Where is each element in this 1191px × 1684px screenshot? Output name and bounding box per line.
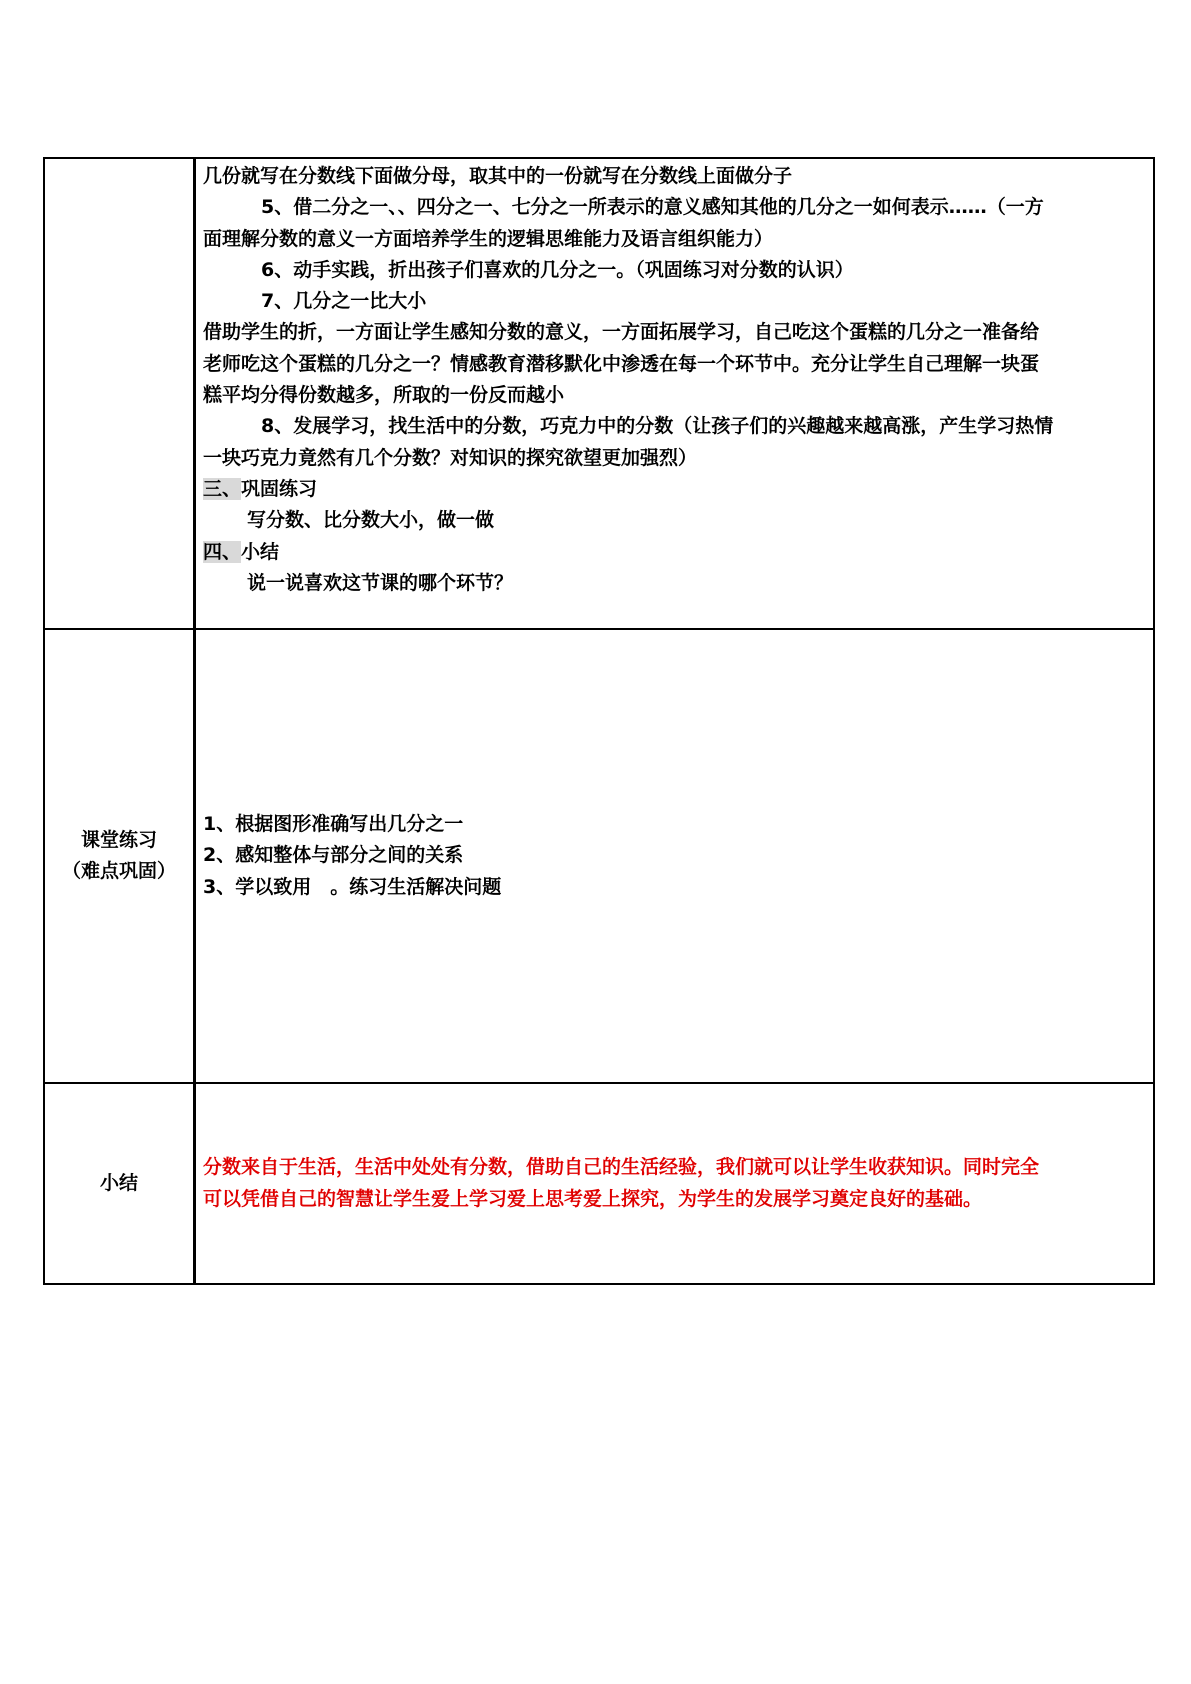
section-4-number: 四、: [203, 540, 242, 563]
section-3-number: 三、: [203, 477, 242, 500]
practice-label: 课堂练习: [80, 829, 157, 851]
process-label-cell: [45, 159, 193, 628]
column-divider: [193, 630, 196, 1082]
section-4-body: 说一说喜欢这节课的哪个环节？: [247, 571, 514, 594]
practice-content-cell: [203, 630, 1143, 1082]
section-3-heading: [203, 474, 1143, 505]
process-content-cell: [203, 161, 1143, 628]
process-line: 7、几分之一比大小: [261, 290, 427, 313]
practice-sublabel: （难点巩固）: [61, 860, 176, 882]
practice-label-cell: [45, 630, 193, 1082]
process-line: 一块巧克力竟然有几个分数？对知识的探究欲望更加强烈）: [203, 446, 698, 469]
summary-label: 小结: [99, 1172, 138, 1194]
section-4-heading: [203, 537, 1143, 568]
practice-row: [45, 630, 1153, 1084]
summary-content-cell: [203, 1084, 1143, 1283]
process-line: 几份就写在分数线下面做分母，取其中的一份就写在分数线上面做分子: [203, 165, 793, 187]
section-3-title: 巩固练习: [241, 477, 318, 500]
column-divider: [193, 159, 196, 628]
summary-label-cell: [45, 1084, 193, 1283]
lesson-plan-table: [43, 157, 1155, 1285]
process-line: 糕平均分得份数越多，所取的一份反而越小: [203, 384, 565, 407]
process-line: 老师吃这个蛋糕的几分之一？情感教育潜移默化中渗透在每一个环节中。充分让学生自己理解一块蛋: [203, 352, 1040, 375]
section-4-title: 小结: [241, 540, 280, 563]
process-line: 6、动手实践，折出孩子们喜欢的几分之一。（巩固练习对分数的认识）: [261, 258, 854, 281]
process-line: 面理解分数的意义一方面培养学生的逻辑思维能力及语言组织能力）: [203, 227, 774, 250]
process-row: [45, 159, 1153, 630]
process-line: 5、借二分之一、、四分之一、七分之一所表示的意义感知其他的几分之一如何表示……（一方: [261, 196, 1044, 219]
column-divider: [193, 1084, 196, 1283]
practice-item: 2、感知整体与部分之间的关系: [203, 844, 464, 867]
summary-line: 分数来自于生活，生活中处处有分数，借助自己的生活经验，我们就可以让学生收获知识。同时完全: [203, 1156, 1040, 1179]
practice-item: 1、根据图形准确写出几分之一: [203, 813, 464, 836]
section-3-body: 写分数、比分数大小，做一做: [247, 509, 495, 532]
summary-row: [45, 1084, 1153, 1283]
practice-item: 3、学以致用 。练习生活解决问题: [203, 875, 502, 898]
process-line: 借助学生的折，一方面让学生感知分数的意义，一方面拓展学习，自己吃这个蛋糕的几分之一准备给: [203, 321, 1040, 344]
summary-line: 可以凭借自己的智慧让学生爱上学习爱上思考爱上探究，为学生的发展学习奠定良好的基础。: [203, 1187, 983, 1210]
process-line: 8、发展学习，找生活中的分数，巧克力中的分数（让孩子们的兴趣越来越高涨，产生学习热情: [261, 415, 1054, 438]
